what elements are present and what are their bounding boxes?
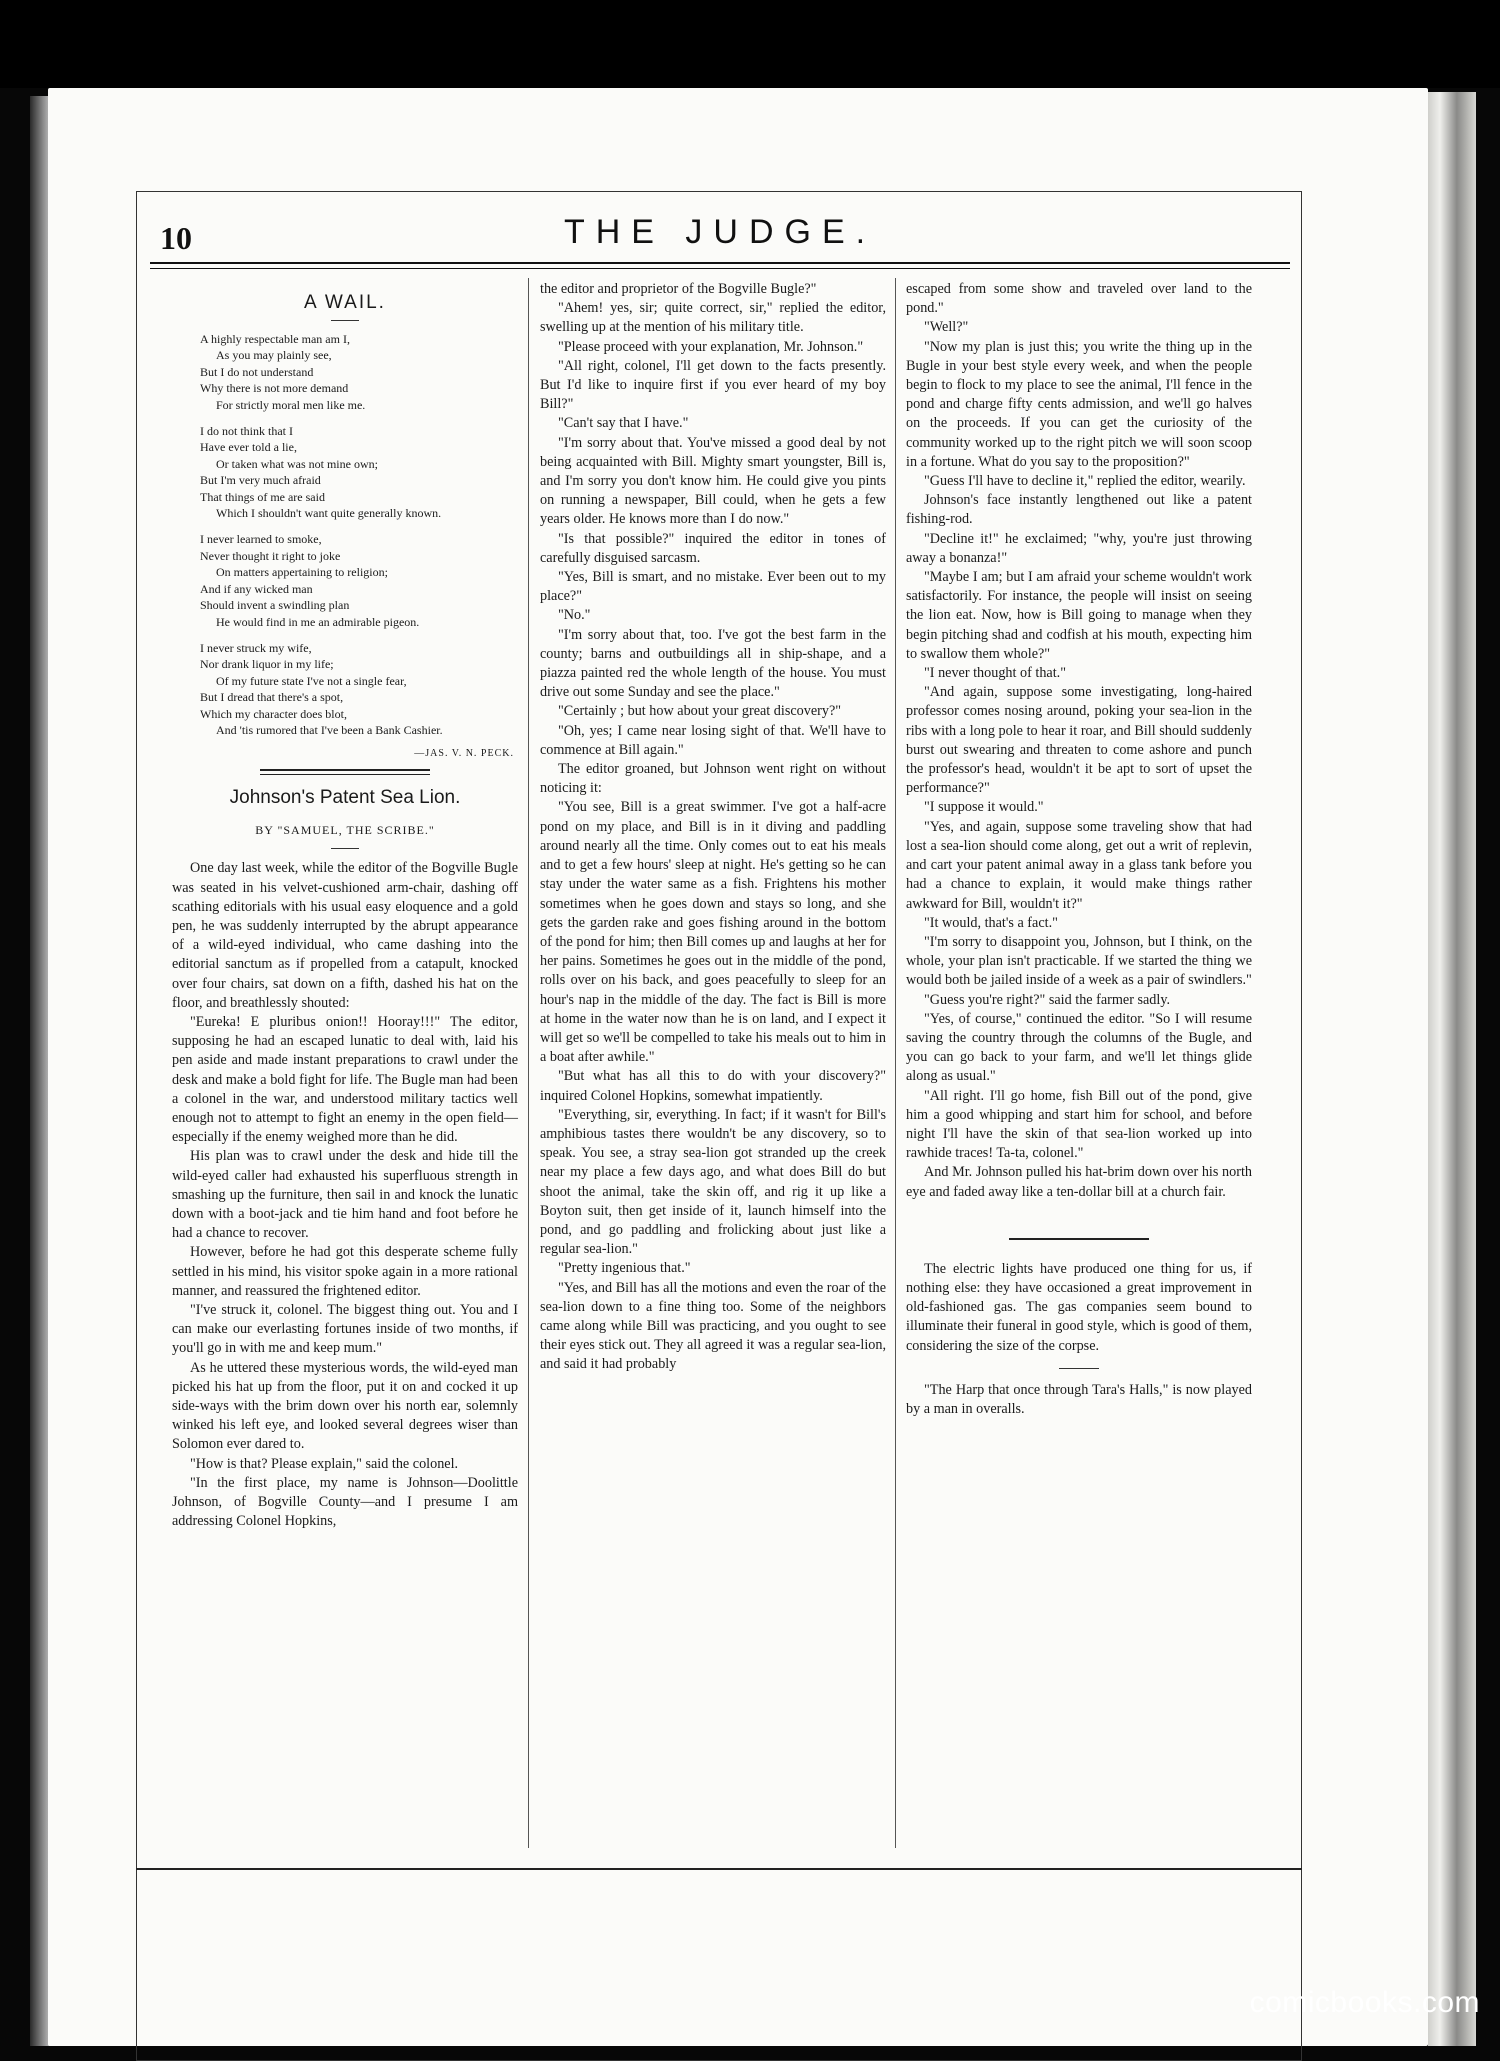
page-bottom-rule: [136, 1868, 1302, 1870]
poem-line: Nor drank liquor in my life;: [200, 657, 334, 672]
story-paragraph: "Please proceed with your explanation, Mr. Johnson.": [558, 338, 864, 355]
column-divider: [528, 278, 529, 1848]
story-paragraph: "Pretty ingenious that.": [558, 1260, 691, 1277]
poem-stanza: [200, 531, 518, 629]
story-text-column-2: [540, 280, 886, 1375]
filler-separator: [1009, 1238, 1149, 1240]
poem-line: Which I shouldn't want quite generally known.: [216, 506, 442, 521]
story-paragraph: "I'm sorry about that. You've missed a good deal by not being acquainted with Bill. Mighty smart youngster, Bill is, and I'm sorry you don't know him. He could give you pints on running a newspaper, Bill could, when he gets a few years older. He knows more than I do now.": [540, 434, 886, 528]
story-paragraph: escaped from some show and traveled over land to the pond.": [906, 281, 1252, 317]
story-paragraph: "I'm sorry to disappoint you, Johnson, but I think, on the whole, your plan isn't practicable. If we started the thing we would both be jailed inside of a week as a pair of swindlers.": [906, 933, 1252, 989]
watermark-text: comicbooks.com: [1249, 1986, 1480, 2019]
story-paragraph: One day last week, while the editor of the Bogville Bugle was seated in his velvet-cushioned arm-chair, dashing off scathing editorials with his usual easy eloquence and a gold pen, he was suddenly interrupted by the abrupt appearance of a wild-eyed individual, who came dashing into the editorial sanctum as if propelled from a catapult, knocked over four chairs, sat down on a fifth, dashed his hat on the floor, and breathlessly shouted:: [172, 860, 518, 1011]
header-rule: [150, 262, 1290, 269]
story-paragraph: "Yes, of course," continued the editor. "So I will resume saving the country through the columns of the Bugle, and you can go back to your farm, and we'll let things glide along as usual.": [906, 1010, 1252, 1085]
story-paragraph: the editor and proprietor of the Bogville Bugle?": [540, 281, 817, 297]
column-2: [540, 280, 886, 1375]
filler-separator: [1059, 1368, 1099, 1369]
story-paragraph: "I suppose it would.": [924, 799, 1044, 816]
poem-line: Have ever told a lie,: [200, 440, 297, 455]
section-separator: [260, 769, 430, 775]
filler-text: [906, 1381, 1252, 1419]
story-paragraph: "It would, that's a fact.": [924, 914, 1058, 931]
title-rule: [331, 320, 359, 321]
story-paragraph: "Maybe I am; but I am afraid your scheme wouldn't work satisfactorily. For instance, the people will insist on seeing the lion eat. Now, how is Bill going to manage when they begin pitching shad and codfish at his mouth, expecting him to swallow them whole?": [906, 569, 1252, 662]
poem-line: Never thought it right to joke: [200, 548, 341, 563]
poem-line: For strictly moral men like me.: [216, 397, 366, 412]
book-left-edge: [30, 96, 50, 2046]
column-divider: [895, 278, 896, 1848]
story-paragraph: "Everything, sir, everything. In fact; if it wasn't for Bill's amphibious tastes there wouldn't be any discovery, so to speak. You see, a stray sea-lion got stranded up the creek near my place a few days ago, and what does Bill do but shoot the animal, take the skin off, and rig it up like a Boyton suit, then get inside of it, launch himself into the pond, and go paddling and frolicking about just like a regular sea-lion.": [540, 1106, 886, 1258]
filler-text: [906, 1260, 1252, 1356]
poem-line: Should invent a swindling plan: [200, 598, 350, 613]
story-paragraph: And Mr. Johnson pulled his hat-brim down over his north eye and faded away like a ten-dollar bill at a church fair.: [906, 1164, 1252, 1200]
story-paragraph: "Decline it!" he exclaimed; "why, you're just throwing away a bonanza!": [906, 530, 1252, 566]
story-text-column-3: [906, 280, 1252, 1202]
story-paragraph: "Now my plan is just this; you write the thing up in the Bugle in your best style every week, and when the people begin to flock to my place to see the animal, I'll fence in the pond and charge fifty cents admission, and we'll go halves on the proceeds. If you can get the curiosity of the community worked up to the right pitch we will soon scoop in a fortune. What do you say to the proposition?": [906, 338, 1252, 470]
story-paragraph: His plan was to crawl under the desk and hide till the wild-eyed caller had exhausted his superfluous strength in smashing up the furniture, then sail in and knock the lunatic down with a boot-jack and tie him hand and foot before he had a chance to recover.: [172, 1148, 518, 1242]
filler-paragraph: "The Harp that once through Tara's Halls," is now played by a man in overalls.: [906, 1381, 1252, 1417]
story-paragraph: Johnson's face instantly lengthened out like a patent fishing-rod.: [906, 492, 1252, 528]
story-paragraph: "I'm sorry about that, too. I've got the best farm in the county; barns and outbuildings all in ship-shape, and a piazza painted red the whole length of the house. You must drive out some Sunday and see the place.": [540, 626, 886, 701]
poem-line: I do not think that I: [200, 424, 293, 439]
story-paragraph: "No.": [558, 607, 591, 624]
story-paragraph: "Eureka! E pluribus onion!! Hooray!!!" The editor, supposing he had an escaped lunatic to deal with, laid his pen aside and made instant preparations to crawl under the desk and make a bold fight for life. The Bugle man had been a colonel in the war, and understood military tactics well enough not to attempt to fight an enemy in the open field—especially if the enemy weighed more than he did.: [172, 1013, 518, 1146]
story-title: Johnson's Patent Sea Lion.: [229, 787, 461, 809]
story-paragraph: The editor groaned, but Johnson went right on without noticing it:: [540, 761, 886, 797]
poem-stanza: [200, 331, 518, 413]
story-paragraph: However, before he had got this desperate scheme fully settled in his mind, his visitor spoke again in a more rational manner, and reassured the frightened editor.: [172, 1244, 518, 1299]
page-number: 10: [160, 220, 192, 256]
poem-line: And 'tis rumored that I've been a Bank Cashier.: [216, 722, 443, 737]
column-1: [172, 280, 518, 1531]
poem-line: That things of me are said: [200, 489, 325, 504]
story-paragraph: "And again, suppose some investigating, long-haired professor comes nosing around, poking your sea-lion in the ribs with a long pole to hear it roar, and Bill should suddenly burst out swearing and threaten to come ashore and punch the professor's head, wouldn't it be apt to sort of upset the performance?": [906, 684, 1252, 797]
filler-paragraph: The electric lights have produced one thing for us, if nothing else: they have occasioned a great improvement in old-fashioned gas. The gas companies seem bound to illuminate their funeral in good style, which is good of them, considering the size of the corpse.: [906, 1260, 1252, 1354]
story-paragraph: "How is that? Please explain," said the colonel.: [190, 1455, 459, 1472]
story-paragraph: "All right. I'll go home, fish Bill out of the pond, give him a good whipping and start him for school, and before night I'll have the skin of that sea-lion worked up into rawhide traces! Ta-ta, colonel.": [906, 1087, 1252, 1162]
story-paragraph: "Yes, Bill is smart, and no mistake. Ever been out to my place?": [540, 569, 886, 605]
poem-line: A highly respectable man am I,: [200, 332, 350, 346]
story-paragraph: "Guess I'll have to decline it," replied the editor, wearily.: [924, 473, 1246, 490]
story-paragraph: "I never thought of that.": [924, 665, 1066, 682]
story-paragraph: "Certainly ; but how about your great discovery?": [558, 703, 842, 720]
scan-background-top: [0, 0, 1500, 88]
poem-stanza: [200, 640, 518, 738]
poem-line: But I'm very much afraid: [200, 473, 321, 488]
story-paragraph: "Ahem! yes, sir; quite correct, sir," replied the editor, swelling up at the mention of his military title.: [540, 300, 886, 336]
masthead-title: THE JUDGE.: [563, 213, 877, 251]
poem-line: Or taken what was not mine own;: [216, 456, 378, 471]
story-text-column-1: [172, 859, 518, 1531]
poem-line: I never learned to smoke,: [200, 532, 322, 547]
story-paragraph: "Well?": [924, 319, 969, 336]
story-paragraph: "In the first place, my name is Johnson—Doolittle Johnson, of Bogville County—and I presume I am addressing Colonel Hopkins,: [172, 1474, 518, 1530]
poem-line: But I do not understand: [200, 364, 314, 379]
story-paragraph: "Oh, yes; I came near losing sight of that. We'll have to commence at Bill again.": [540, 722, 886, 758]
story-paragraph: "Can't say that I have.": [558, 415, 689, 432]
poem-line: But I dread that there's a spot,: [200, 690, 344, 705]
poem-line: Which my character does blot,: [200, 706, 347, 721]
byline-rule: [331, 848, 359, 849]
poem-line: I never struck my wife,: [200, 640, 312, 655]
story-paragraph: "Yes, and Bill has all the motions and even the roar of the sea-lion down to a fine thing too. Some of the neighbors came along while Bill was practicing, and you ought to see their eyes stick out. They all agreed it was a regular sea-lion, and said it had probably: [540, 1279, 886, 1373]
poem-title: A WAIL.: [304, 292, 386, 313]
poem-line: On matters appertaining to religion;: [216, 565, 388, 580]
story-paragraph: "Yes, and again, suppose some traveling show that had lost a sea-lion should come along, get out a writ of replevin, and cart your patent animal away in a glass tank before you had a chance to explain, it would make things rather awkward for Bill, wouldn't it?": [906, 818, 1252, 912]
story-paragraph: "Guess you're right?" said the farmer sadly.: [924, 991, 1171, 1008]
story-paragraph: "You see, Bill is a great swimmer. I've got a half-acre pond on my place, and Bill is in it diving and paddling around nearly all the time. Only comes out to eat his meals and to get a few hours' sleep at night. He's getting so he can stay under the water same as a fish. Frightens his mother sometimes when he goes down and stays so long, and she gets the garden rake and goes fishing around in the bottom of the pond for him; then Bill comes up and laughs at her for her pains. Sometimes he goes out in the middle of the pond, rolls over on his back, and goes peacefully to sleep for an hour's nap in the middle of the day. The fact is Bill is more at home in the water now than he is on land, and I expect it will get so we'll be compelled to take his meals out to him in a boat after awhile.": [540, 799, 886, 1066]
poem-line: He would find in me an admirable pigeon.: [216, 614, 420, 629]
poem-line: Why there is not more demand: [200, 381, 349, 396]
poem-attribution: —JAS. V. N. PECK.: [414, 748, 514, 760]
column-3: [906, 280, 1252, 1419]
poem-line: As you may plainly see,: [216, 348, 332, 363]
poem-line: And if any wicked man: [200, 581, 313, 596]
story-byline: BY "SAMUEL, THE SCRIBE.": [255, 823, 435, 838]
story-paragraph: "I've struck it, colonel. The biggest thing out. You and I can make our everlasting fortunes inside of two months, if you'll go in with me and keep mum.": [172, 1302, 518, 1357]
poem-line: Of my future state I've not a single fear,: [216, 673, 407, 688]
story-paragraph: As he uttered these mysterious words, the wild-eyed man picked his hat up from the floor, put it on and cocked it up side-ways with the brim down over his north ear, solemnly winked his left eye, and looked several degrees wiser than Solomon ever dared to.: [172, 1359, 518, 1453]
story-paragraph: "But what has all this to do with your discovery?" inquired Colonel Hopkins, somewhat impatiently.: [540, 1068, 886, 1104]
story-paragraph: "All right, colonel, I'll get down to the facts presently. But I'd like to inquire first if you ever heard of my boy Bill?": [540, 357, 886, 413]
poem-stanza: [200, 423, 518, 521]
book-page-edges: [1428, 92, 1476, 2046]
story-paragraph: "Is that possible?" inquired the editor in tones of carefully disguised sarcasm.: [540, 530, 886, 566]
